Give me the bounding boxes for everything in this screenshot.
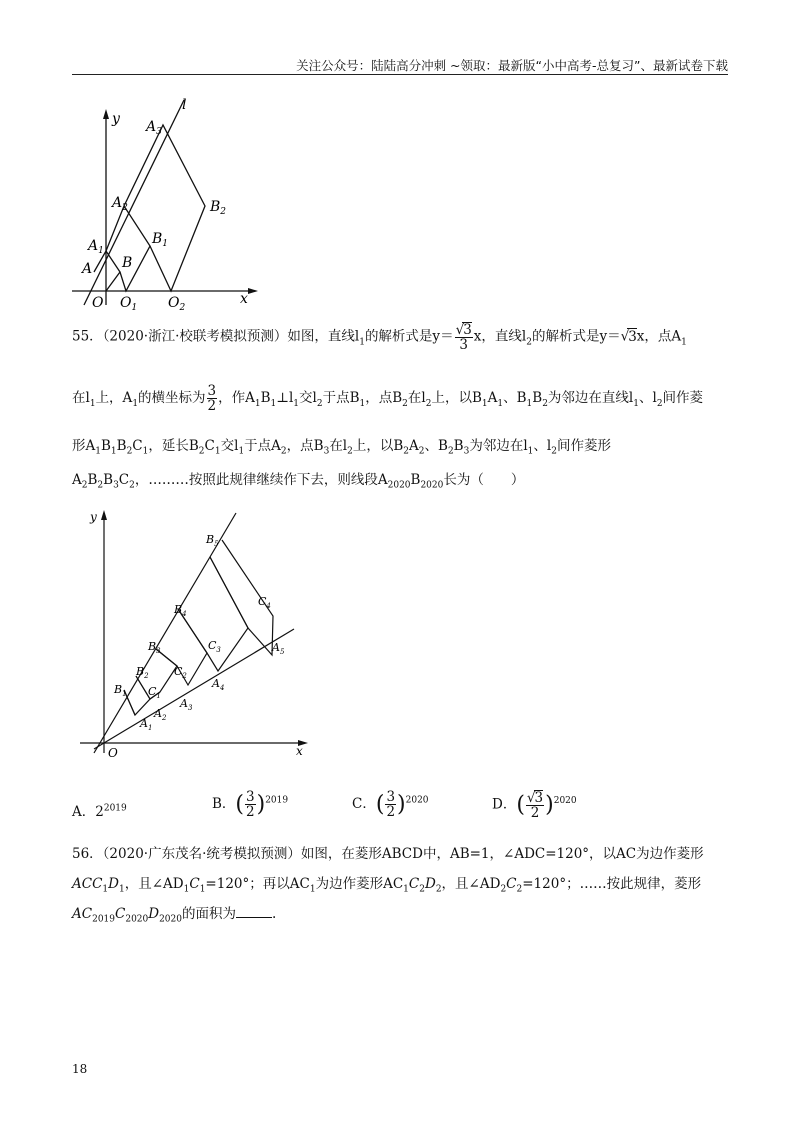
figure-rhombus-two-lines (80, 505, 320, 760)
fig1-B1-label: $B_1$ (152, 231, 169, 249)
fig1-B2-label: $B_2$ (210, 199, 227, 217)
option-a[interactable]: A．$2^{2019}$ (72, 803, 127, 820)
fig2-label-0: $B_1$ (114, 683, 127, 698)
fig2-label-4: $B_5$ (206, 533, 219, 548)
option-d[interactable]: D．( $\frac{√3}{2}$ )$^{2020}$ (492, 790, 577, 822)
q55-line2: 在$l_1$上，$A_1$的横坐标为 $\frac{3}{2}$ ，作$A_1B_1\perp l_1$交$l_2$于点$B_1$，点$B_2$在$l_2$上，以$B_1A_1$、$B_1B_2$为邻边在直线$l_1$、$l_2$间作菱 (72, 383, 704, 415)
fig1-x-label: x (240, 291, 248, 307)
fig2-label-5: $C_1$ (148, 685, 161, 700)
option-b[interactable]: B．( $\frac{3}{2}$ )$^{2019}$ (212, 789, 289, 821)
fig2-label-6: $C_2$ (174, 665, 187, 680)
fig1-A2-label: $A_2$ (112, 195, 128, 213)
fig1-A-label: A (82, 261, 93, 277)
fig2-label-7: $C_3$ (208, 639, 221, 654)
page-header: 关注公众号：陆陆高分冲刺 ~领取：最新版“小中高考-总复习”、最新试卷下载 (72, 56, 728, 75)
q55-line4: $A_2B_2B_3C_2$，………按照此规律继续作下去，则线段$A_{2020}B_{2020}$长为（ ） (72, 472, 525, 491)
fig1-l-label: l (182, 97, 187, 113)
fig2-label-11: $A_3$ (180, 697, 193, 712)
fig2-label-13: $A_5$ (272, 641, 285, 656)
fig2-x-label: x (296, 744, 303, 758)
fig1-B-label: B (122, 255, 133, 271)
option-c[interactable]: C．( $\frac{3}{2}$ )$^{2020}$ (352, 789, 429, 821)
fig2-y-label: y (90, 510, 97, 524)
fig2-label-10: $A_2$ (154, 707, 167, 722)
page-number: 18 (72, 1062, 88, 1076)
fig1-A3-label: $A_3$ (146, 119, 162, 137)
fig2-label-3: $B_4$ (174, 603, 187, 618)
q55-line1: 55．（2020·浙江·校联考模拟预测）如图，直线$l_1$的解析式是y＝ $\frac{√3}{3}$ x，直线$l_2$的解析式是y＝√3x，点$A_1$ (72, 322, 687, 354)
fig2-O-label: O (108, 746, 118, 760)
fig2-label-12: $A_4$ (212, 677, 225, 692)
fig1-O2-label: $O_2$ (168, 295, 186, 310)
fig2-label-1: $B_2$ (136, 665, 149, 680)
fig1-O-label: O (92, 295, 104, 310)
q56-line3: $AC_{2019}C_{2020}D_{2020}$的面积为 . (72, 906, 277, 925)
q55-line3: 形$A_1B_1B_2C_1$，延长$B_2C_1$交$l_1$于点$A_2$，点$B_3$在$l_2$上，以$B_2A_2$、$B_2B_3$为邻边在$l_1$、$l_2$间作菱形 (72, 438, 611, 457)
fig1-O1-label: $O_1$ (120, 295, 138, 310)
fig1-y-label: y (112, 111, 120, 127)
fig2-point-labels (113, 533, 285, 732)
q56-line1: 56．（2020·广东茂名·统考模拟预测）如图，在菱形ABCD中，AB=1，∠ADC=120°，以AC为边作菱形 (72, 846, 704, 862)
fig1-A1-label: $A_1$ (88, 238, 104, 256)
answer-blank[interactable] (236, 917, 272, 918)
q56-line2: $ACC_1D_1$，且$\angle AD_1C_1=120^\circ$；再以$AC_1$为边作菱形$AC_1C_2D_2$，且$\angle AD_2C_2=120^\circ$；……按此规律，菱形 (72, 876, 702, 895)
fig2-label-9: $A_1$ (140, 717, 153, 732)
fig2-label-2: $B_3$ (148, 640, 161, 655)
fig2-label-8: $C_4$ (258, 595, 271, 610)
figure-rhombus-x-axis (72, 95, 272, 310)
